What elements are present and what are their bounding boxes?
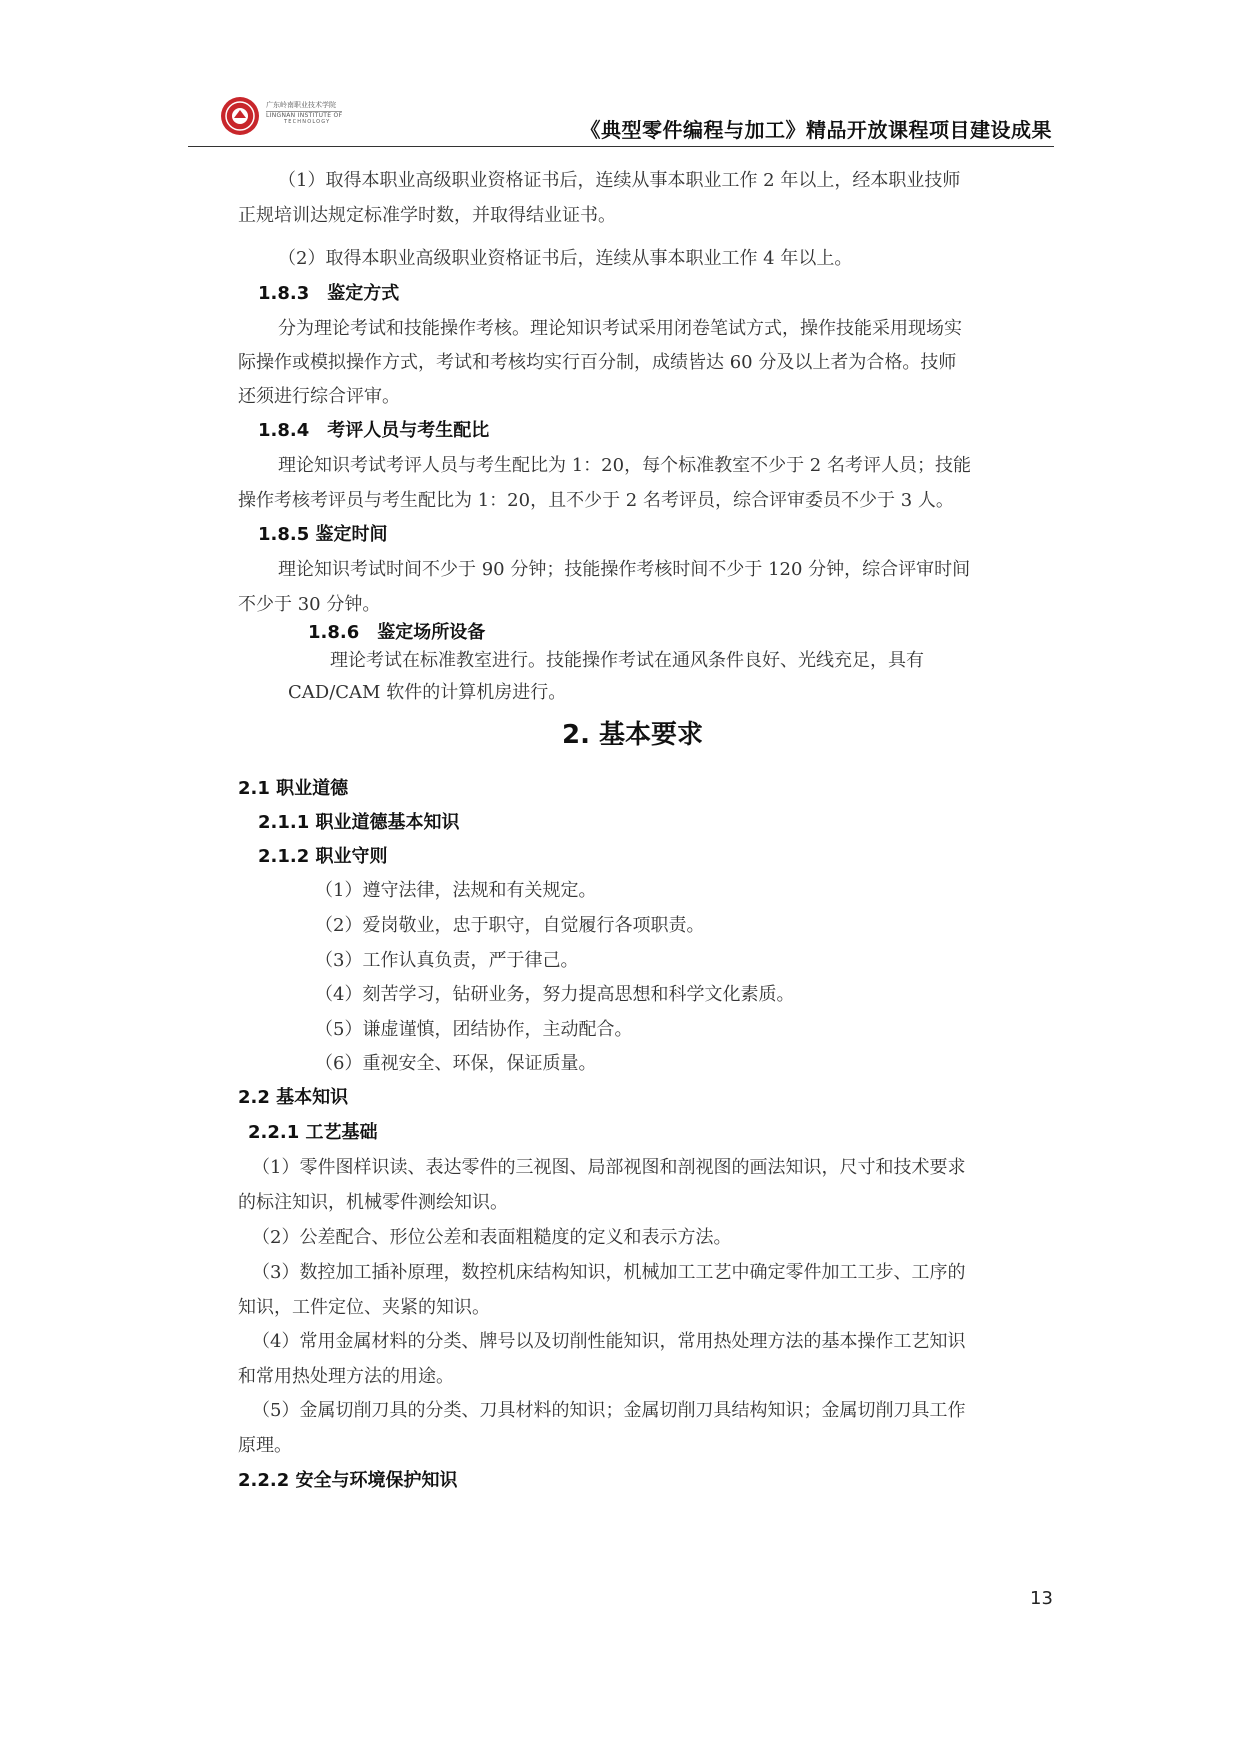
section-heading: 2.1.2 职业守则 [258,846,388,867]
paragraph-line: （5）金属切削刀具的分类、刀具材料的知识；金属切削刀具结构知识；金属切削刀具工作 [252,1400,966,1421]
header-title: 《典型零件编程与加工》精品开放课程项目建设成果 [580,118,1052,142]
paragraph-line: 操作考核考评员与考生配比为 1：20，且不少于 2 名考评员，综合评审委员不少于 3 人。 [238,490,954,511]
paragraph-line: 和常用热处理方法的用途。 [238,1366,454,1387]
paragraph-line: 原理。 [238,1435,292,1456]
chapter-heading: 2. 基本要求 [562,720,704,750]
paragraph-line: 理论知识考试考评人员与考生配比为 1：20，每个标准教室不少于 2 名考评人员；技能 [278,455,971,476]
list-item: （3）工作认真负责，严于律己。 [315,950,579,971]
paragraph-line: （4）常用金属材料的分类、牌号以及切削性能知识，常用热处理方法的基本操作工艺知识 [252,1331,966,1352]
school-name [266,101,342,125]
section-heading: 2.2.2 安全与环境保护知识 [238,1470,458,1491]
list-item: （2）爱岗敬业，忠于职守，自觉履行各项职责。 [315,915,705,936]
paragraph-line: 正规培训达规定标准学时数，并取得结业证书。 [238,205,616,226]
page-header [188,88,1054,150]
paragraph-line: （1）零件图样识读、表达零件的三视图、局部视图和剖视图的画法知识，尺寸和技术要求 [252,1157,966,1178]
section-heading: 1.8.4 考评人员与考生配比 [258,420,490,441]
paragraph-line: （2）公差配合、形位公差和表面粗糙度的定义和表示方法。 [252,1227,732,1248]
section-heading: 1.8.5 鉴定时间 [258,524,388,545]
school-name-cn: 广东岭南职业技术学院 [266,101,336,109]
paragraph-line: （3）数控加工插补原理，数控机床结构知识，机械加工工艺中确定零件加工工步、工序的 [252,1262,966,1283]
paragraph-line: （2）取得本职业高级职业资格证书后，连续从事本职业工作 4 年以上。 [278,248,853,269]
section-heading: 2.2 基本知识 [238,1087,349,1108]
paragraph-line: 理论知识考试时间不少于 90 分钟；技能操作考核时间不少于 120 分钟，综合评审时间 [278,559,971,580]
paragraph-line: 际操作或模拟操作方式，考试和考核均实行百分制，成绩皆达 60 分及以上者为合格。技师 [238,352,957,373]
list-item: （1）遵守法律，法规和有关规定。 [315,880,597,901]
paragraph-line: 分为理论考试和技能操作考核。理论知识考试采用闭卷笔试方式，操作技能采用现场实 [278,318,962,339]
paragraph-line: 还须进行综合评审。 [238,386,400,407]
section-heading: 1.8.6 鉴定场所设备 [308,622,486,643]
list-item: （5）谦虚谨慎，团结协作，主动配合。 [315,1019,633,1040]
section-heading: 2.2.1 工艺基础 [248,1122,378,1143]
school-name-en-2: TECHNOLOGY [284,119,331,125]
paragraph-line: （1）取得本职业高级职业资格证书后，连续从事本职业工作 2 年以上，经本职业技师 [278,170,961,191]
paragraph-line: CAD/CAM 软件的计算机房进行。 [288,682,567,703]
school-logo-icon [220,96,260,136]
school-name-en: LINGNAN INSTITUTE OF [266,112,343,119]
paragraph-line: 不少于 30 分钟。 [238,594,381,615]
section-heading: 1.8.3 鉴定方式 [258,283,400,304]
paragraph-line: 理论考试在标准教室进行。技能操作考试在通风条件良好、光线充足，具有 [330,650,924,671]
section-heading: 2.1 职业道德 [238,778,349,799]
paragraph-line: 的标注知识，机械零件测绘知识。 [238,1192,508,1213]
section-heading: 2.1.1 职业道德基本知识 [258,812,460,833]
header-divider [188,146,1054,147]
list-item: （6）重视安全、环保，保证质量。 [315,1053,597,1074]
list-item: （4）刻苦学习，钻研业务，努力提高思想和科学文化素质。 [315,984,795,1005]
page-number: 13 [1030,1588,1053,1609]
paragraph-line: 知识，工件定位、夹紧的知识。 [238,1297,490,1318]
